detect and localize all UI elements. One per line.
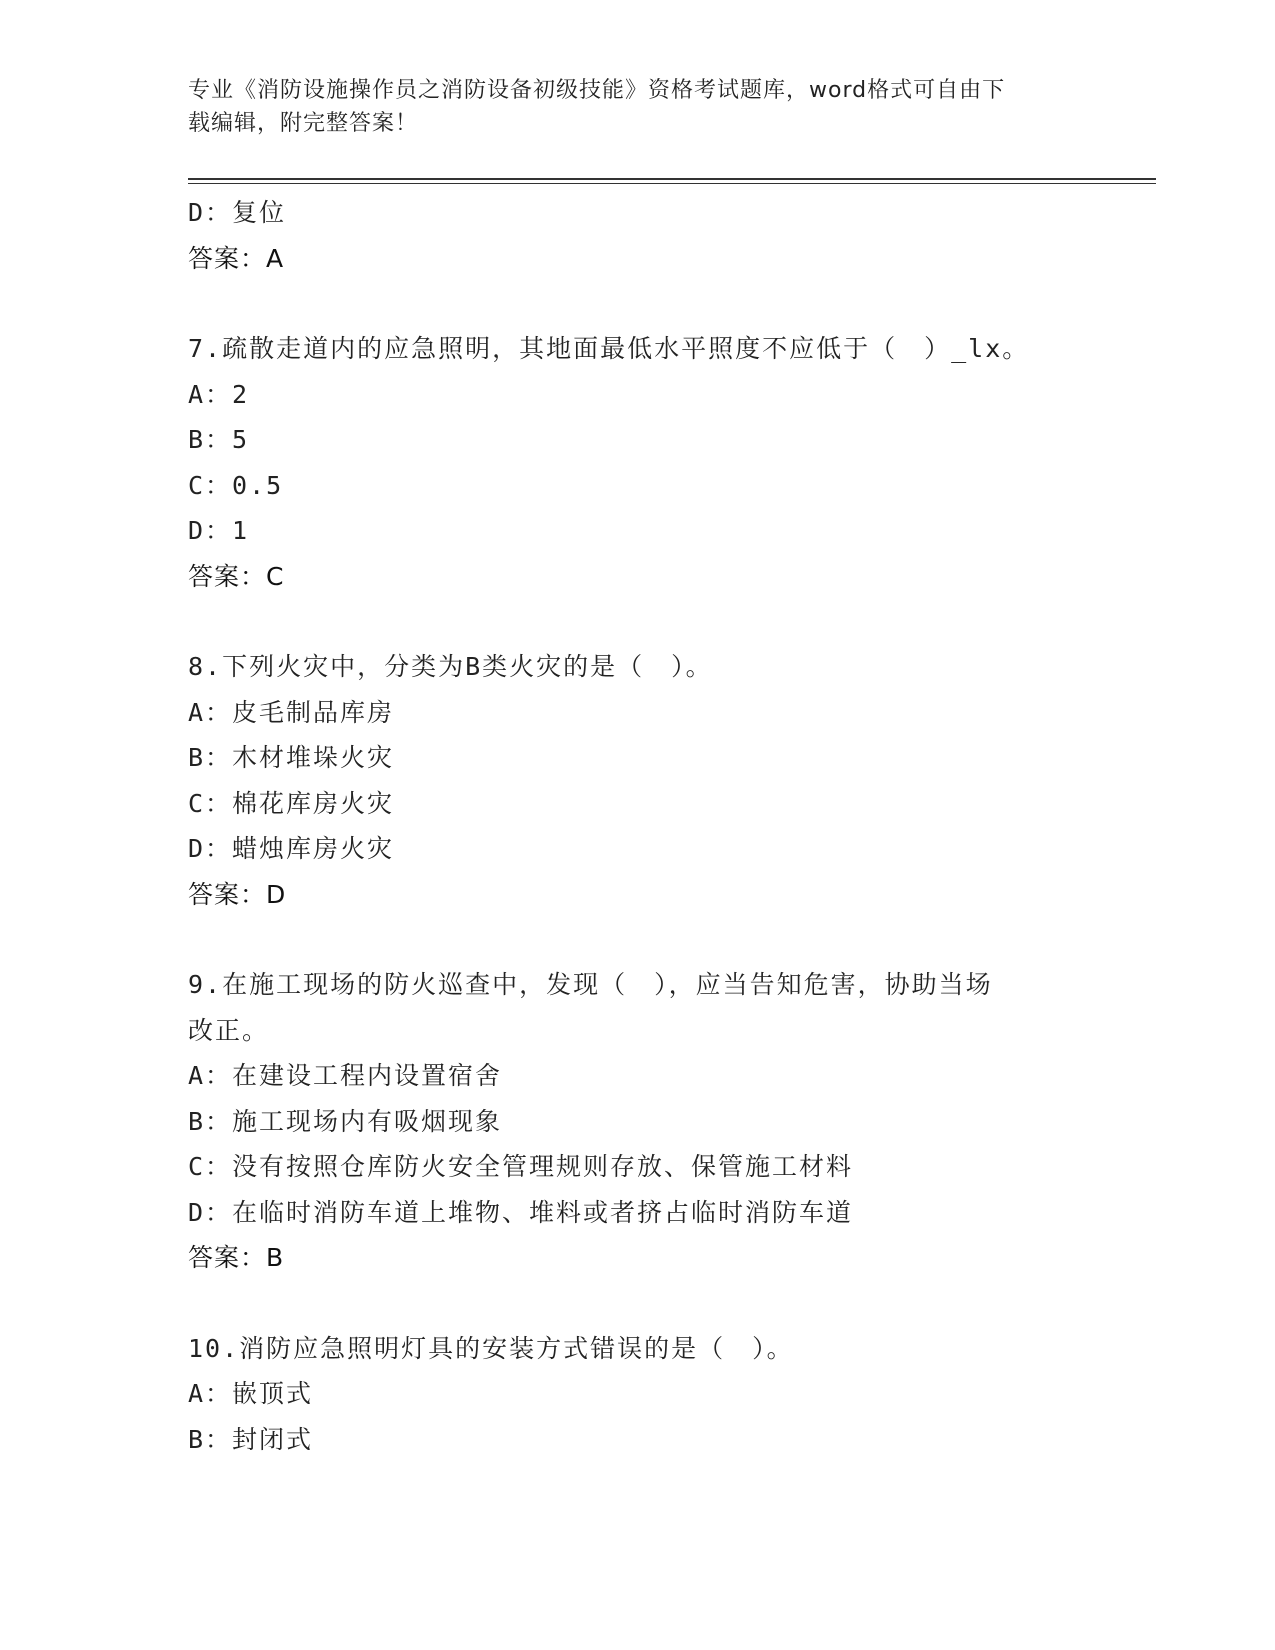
spacer: [188, 917, 1088, 962]
q9-option-b: B：施工现场内有吸烟现象: [188, 1106, 503, 1136]
question-8: [188, 644, 1088, 917]
q9-option-a: A：在建设工程内设置宿舍: [188, 1061, 503, 1090]
header-line-2: 载编辑，附完整答案！: [188, 111, 419, 136]
q9-question-text-line-2: 改正。: [188, 1015, 270, 1045]
question-7: [188, 326, 1088, 599]
q9-option-c: C：没有按照仓库防火安全管理规则存放、保管施工材料: [188, 1152, 854, 1181]
q7-option-b: B：5: [188, 425, 250, 454]
q10-question-text: 10.消防应急照明灯具的安装方式错误的是（ ）。: [188, 1333, 794, 1363]
q8-option-c: C：棉花库房火灾: [188, 788, 395, 818]
spacer: [188, 1281, 1088, 1326]
q8-option-a: A：皮毛制品库房: [188, 697, 395, 727]
spacer: [188, 281, 1088, 326]
document-header: [188, 74, 1088, 140]
q8-question-text: 8.下列火灾中，分类为B类火灾的是（ ）。: [188, 652, 713, 681]
q10-option-b: B：封闭式: [188, 1424, 314, 1454]
q9-answer: 答案：B: [188, 1243, 285, 1272]
q6-option-d: D：复位: [188, 198, 287, 227]
header-line-1: 专业《消防设施操作员之消防设备初级技能》资格考试题库，word格式可自由下: [188, 78, 1006, 103]
q8-answer: 答案：D: [188, 879, 287, 909]
q6-answer: 答案：A: [188, 243, 285, 273]
spacer: [188, 599, 1088, 644]
header-divider-thick: [188, 178, 1156, 180]
q9-option-d: D：在临时消防车道上堆物、堆料或者挤占临时消防车道: [188, 1197, 854, 1227]
q8-option-d: D：蜡烛库房火灾: [188, 834, 395, 863]
q9-question-text-line-1: 9.在施工现场的防火巡查中，发现（ ），应当告知危害，协助当场: [188, 970, 993, 999]
q7-question-text: 7.疏散走道内的应急照明，其地面最低水平照度不应低于（ ）_lx。: [188, 334, 1030, 363]
q10-option-a: A：嵌顶式: [188, 1379, 314, 1408]
q7-option-a: A：2: [188, 379, 250, 409]
question-10: [188, 1326, 1088, 1463]
q7-answer: 答案：C: [188, 561, 285, 591]
q8-option-b: B：木材堆垛火灾: [188, 743, 395, 772]
question-list: [188, 190, 1088, 1462]
question-6-fragment: [188, 190, 1088, 281]
q7-option-d: D：1: [188, 516, 250, 545]
q7-option-c: C：0.5: [188, 470, 284, 500]
question-9: [188, 962, 1088, 1281]
header-divider-thin: [188, 183, 1156, 184]
